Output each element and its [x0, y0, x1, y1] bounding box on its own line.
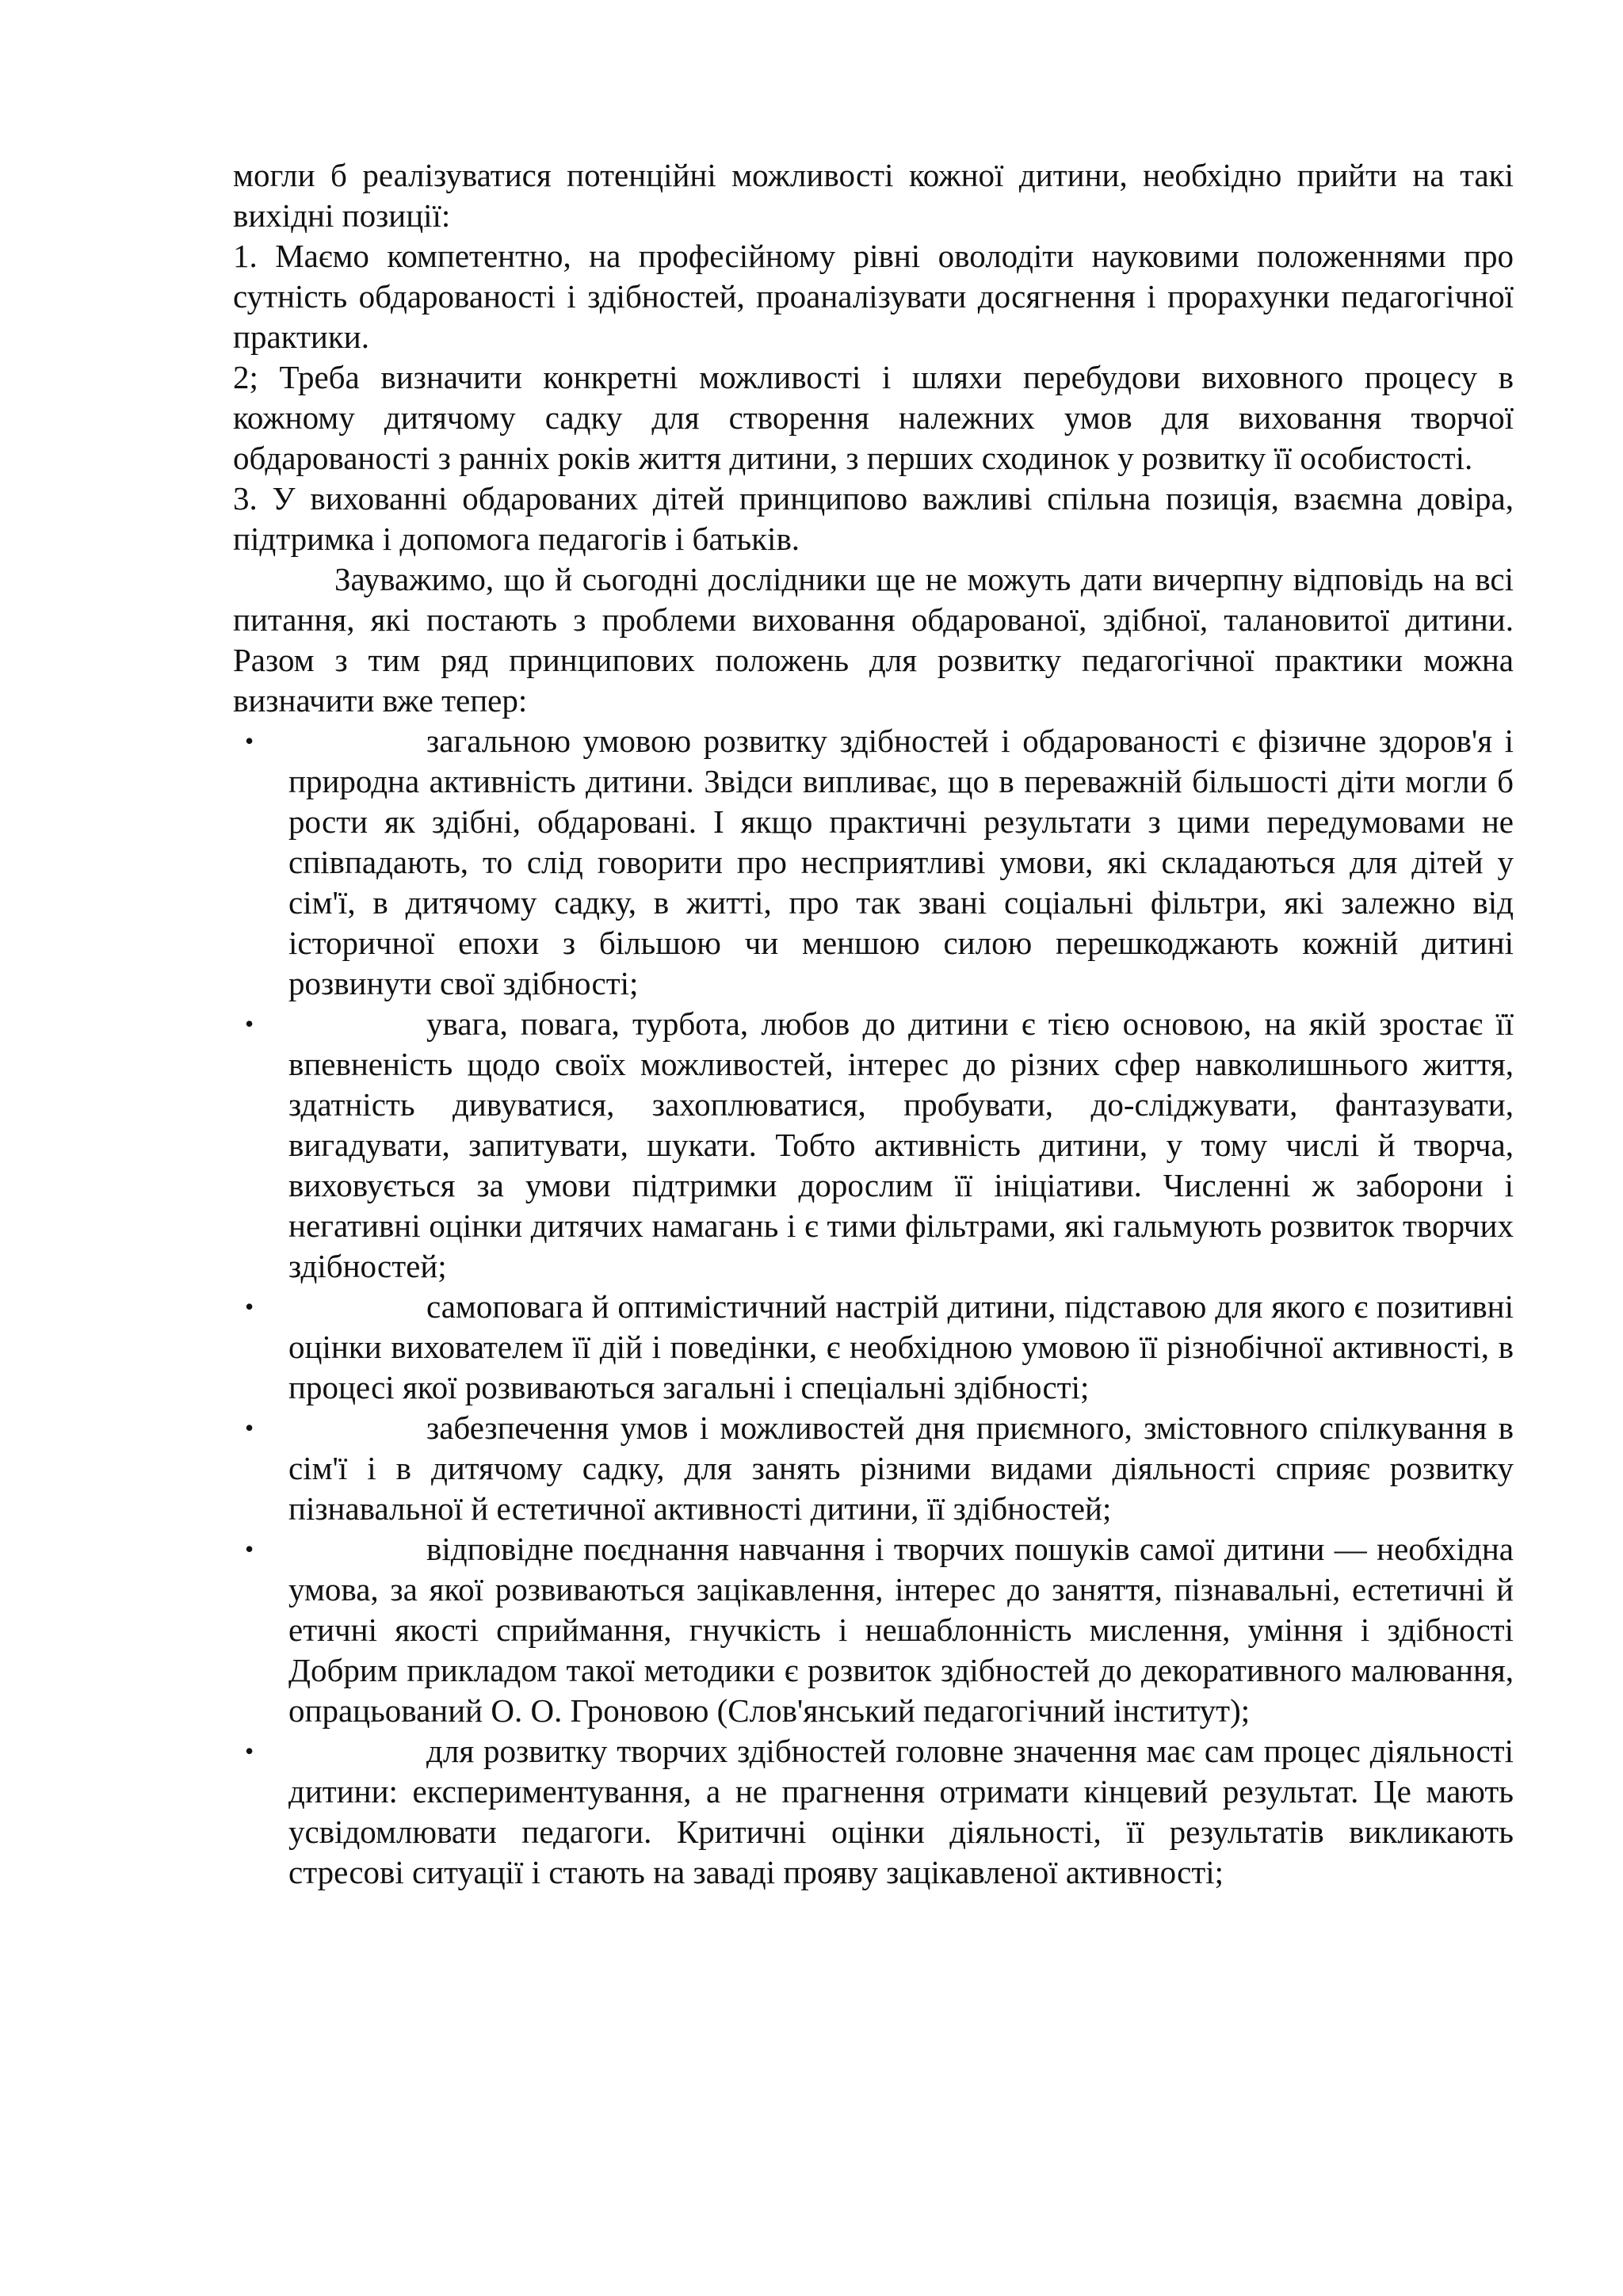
list-item-text: самоповага й оптимістичний настрій дитини, підставою для якого є позитивні оцінки вихователем її дій і поведінки, є необхідною умовою її різнобічної активності, в процесі якої розвиваються загальні і спеціальні здібності; — [288, 1288, 1514, 1405]
list-item-text: відповідне поєднання навчання і творчих пошуків самої дитини — необхідна умова, за якої розвиваються зацікавлення, інтерес до заняття, пізнавальні, естетичні й етичні якості сприймання, гнучкість і нешаблонність мислення, уміння і здібності Добрим прикладом такої методики є розвиток здібностей до декоративного малювання, опрацьований О. О. Гроновою (Слов'янський педагогічний інститут); — [288, 1531, 1514, 1729]
bullet-icon: • — [245, 1413, 254, 1442]
paragraph-point-3: 3. У вихованні обдарованих дітей принципово важливі спільна позиція, взаємна довіра, підтримка і допомога педагогів і батьків. — [233, 480, 1514, 557]
list-item — [233, 1287, 1514, 1408]
bullet-icon: • — [245, 1292, 254, 1321]
paragraph-continuation: могли б реалізуватися потенційні можливості кожної дитини, необхідно прийти на такі вихідні позиції: — [233, 157, 1514, 234]
list-item — [233, 1408, 1514, 1529]
document-body — [233, 155, 1514, 1893]
list-item-text: увага, повага, турбота, любов до дитини є тією основою, на якій зростає її впевненість щодо своїх можливостей, інтерес до різних сфер навколишнього життя, здатність дивуватися, захоплюватися, пробувати, до-сліджувати, фантазувати, вигадувати, запитувати, шукати. Тобто активність дитини, у тому числі й творча, виховується за умови підтримки дорослим її ініціативи. Численні ж заборони і негативні оцінки дитячих намагань і є тими фільтрами, які гальмують розвиток творчих здібностей; — [288, 1005, 1514, 1284]
list-item — [233, 1529, 1514, 1731]
bullet-icon: • — [245, 727, 254, 755]
paragraph-point-1: 1. Маємо компетентно, на професійному рівні оволодіти науковими положеннями про сутність обдарованості і здібностей, проаналізувати досягнення і прорахунки педагогічної практики. — [233, 238, 1514, 355]
paragraph-intro: Зауважимо, що й сьогодні дослідники ще не можуть дати вичерпну відповідь на всі питання, які постають з проблеми виховання обдарованої, здібної, талановитої дитини. Разом з тим ряд принципових положень для розвитку педагогічної практики можна визначити вже тепер: — [233, 561, 1514, 719]
list-item-text: забезпечення умов і можливостей дня приємного, змістовного спілкування в сім'ї і в дитячому садку, для занять різними видами діяльності сприяє розвитку пізнавальної й естетичної активності дитини, її здібностей; — [288, 1409, 1514, 1527]
list-item-text: для розвитку творчих здібностей головне значення має сам процес діяльності дитини: експериментування, а не прагнення отримати кінцевий результат. Це мають усвідомлювати педагоги. Критичні оцінки діяльності, її результатів викликають стресові ситуації і стають на заваді прояву зацікавленої активності; — [288, 1733, 1514, 1890]
paragraph-point-2: 2; Треба визначити конкретні можливості і шляхи перебудови виховного процесу в кожному дитячому садку для створення належних умов для виховання творчої обдарованості з ранніх років життя дитини, з перших сходинок у розвитку її особистості. — [233, 359, 1514, 476]
list-item — [233, 721, 1514, 1004]
bullet-icon: • — [245, 1535, 254, 1563]
bullet-icon: • — [245, 1009, 254, 1038]
bullet-icon: • — [245, 1737, 254, 1765]
bullet-list — [233, 721, 1514, 1893]
list-item-text: загальною умовою розвитку здібностей і обдарованості є фізичне здоров'я і природна активність дитини. Звідси випливає, що в переважній більшості діти могли б рости як здібні, обдаровані. І якщо практичні результати з цими передумовами не співпадають, то слід говорити про несприятливі умови, які складаються для дітей у сім'ї, в дитячому садку, в житті, про так звані соціальні фільтри, які залежно від історичної епохи з більшою чи меншою силою перешкоджають кожній дитині розвинути свої здібності; — [288, 723, 1514, 1001]
list-item — [233, 1731, 1514, 1893]
list-item — [233, 1004, 1514, 1287]
